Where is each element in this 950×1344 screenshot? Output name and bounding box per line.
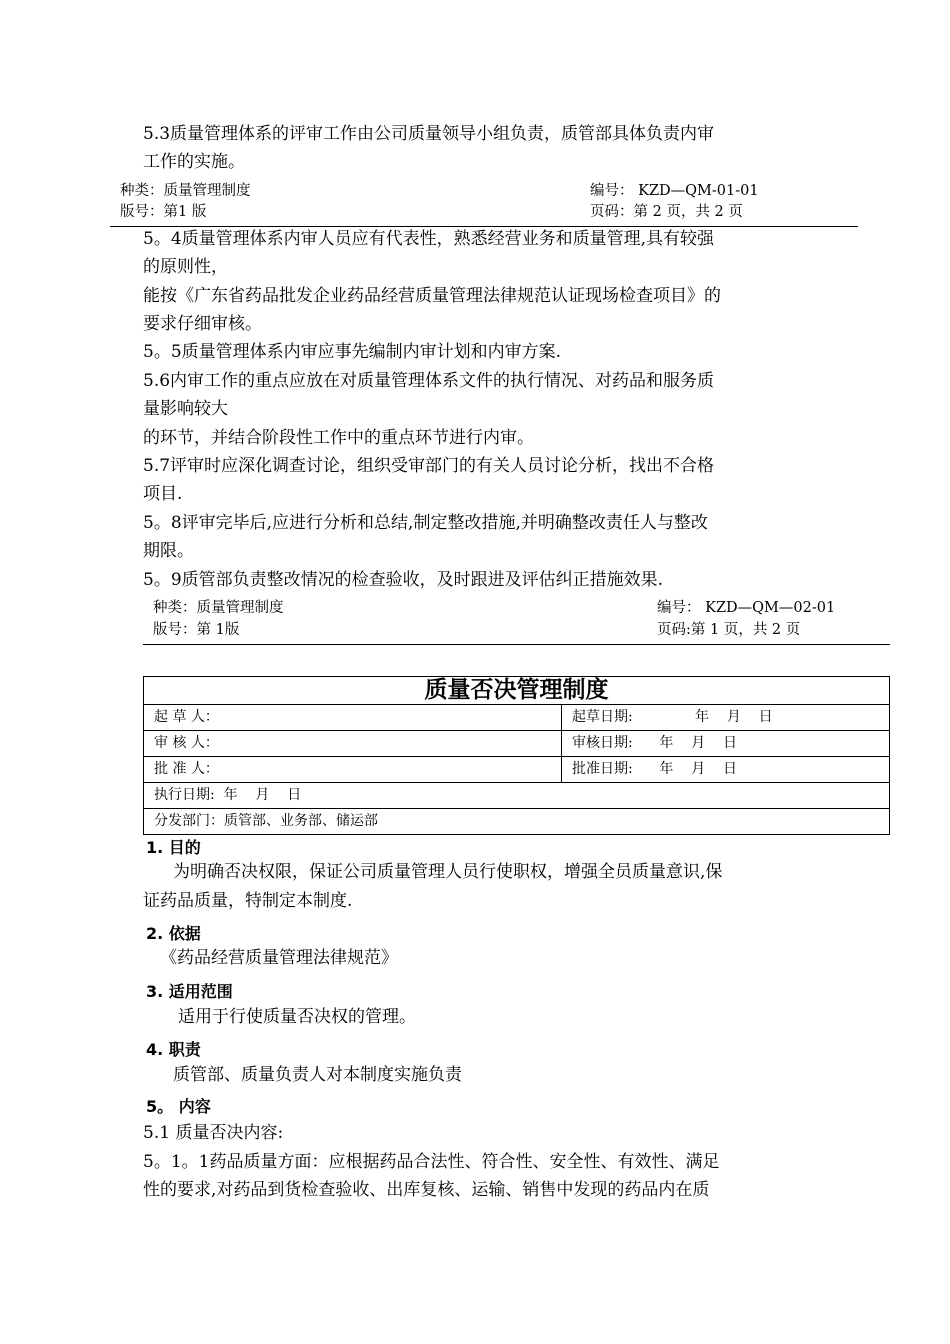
section-4-text: 质管部、质量负责人对本制度实施负责 [173, 1065, 462, 1085]
paragraph-5-8-line1: 5。8评审完毕后,应进行分析和总结,制定整改措施,并明确整改责任人与整改 [143, 513, 708, 533]
section-4-title: 4. 职责 [146, 1040, 201, 1059]
review-date-cell: 审核日期: 年 月 日 [562, 731, 890, 757]
approve-date-cell: 批准日期: 年 月 日 [562, 757, 890, 783]
document-control-table [143, 676, 890, 835]
paragraph-5-3-line1: 5.3质量管理体系的评审工作由公司质量领导小组负责，质管部具体负责内审 [143, 124, 715, 144]
header2-page: 页码:第 1 页，共 2 页 [657, 622, 801, 638]
header2-version: 版号：第 1版 [153, 622, 240, 638]
drafter-cell: 起 草 人： [144, 705, 562, 731]
paragraph-5-7-line2: 项目. [143, 484, 183, 504]
approver-cell: 批 准 人： [144, 757, 562, 783]
section-1-line1: 为明确否决权限，保证公司质量管理人员行使职权，增强全员质量意识,保 [173, 862, 723, 882]
section-5-1-1-line2: 性的要求,对药品到货检查验收、出库复核、运输、销售中发现的药品内在质 [143, 1180, 710, 1200]
paragraph-5-6-line1: 5.6内审工作的重点应放在对质量管理体系文件的执行情况、对药品和服务质 [143, 371, 715, 391]
header2-code: 编号： KZD—QM—02-01 [657, 600, 836, 616]
reviewer-cell: 审 核 人： [144, 731, 562, 757]
paragraph-5-3-line2: 工作的实施。 [143, 152, 245, 172]
paragraph-5-9: 5。9质管部负责整改情况的检查验收，及时跟进及评估纠正措施效果. [143, 570, 664, 590]
section-1-line2: 证药品质量，特制定本制度. [143, 891, 353, 911]
paragraph-5-7-line1: 5.7评审时应深化调查讨论，组织受审部门的有关人员讨论分析，找出不合格 [143, 456, 715, 476]
section-3-text: 适用于行使质量否决权的管理。 [178, 1007, 416, 1027]
paragraph-5-6-line3: 的环节，并结合阶段性工作中的重点环节进行内审。 [143, 428, 534, 448]
section-2-text: 《药品经营质量管理法律规范》 [160, 948, 398, 968]
section-1-title: 1. 目的 [146, 838, 201, 857]
header1-code: 编号： KZD—QM-01-01 [590, 183, 759, 199]
section-5-1: 5.1 质量否决内容: [143, 1123, 284, 1143]
paragraph-5-4-line1: 5。4质量管理体系内审人员应有代表性，熟悉经营业务和质量管理,具有较强 [143, 229, 715, 249]
header1-category: 种类：质量管理制度 [120, 183, 251, 199]
header1-page: 页码：第 2 页，共 2 页 [590, 204, 743, 220]
paragraph-5-4-line4: 要求仔细审核。 [143, 314, 262, 334]
paragraph-5-5: 5。5质量管理体系内审应事先编制内审计划和内审方案. [143, 342, 562, 362]
draft-date-cell: 起草日期: 年 月 日 [562, 705, 890, 731]
paragraph-5-4-line3: 能按《广东省药品批发企业药品经营质量管理法律规范认证现场检查项目》的 [143, 286, 721, 306]
header2-category: 种类：质量管理制度 [153, 600, 284, 616]
header2-rule [143, 644, 890, 645]
form-title: 质量否决管理制度 [144, 677, 890, 705]
section-5-1-1-line1: 5。1。1药品质量方面：应根据药品合法性、符合性、安全性、有效性、满足 [143, 1152, 720, 1172]
header1-rule [110, 226, 858, 227]
paragraph-5-6-line2: 量影响较大 [143, 399, 228, 419]
paragraph-5-8-line2: 期限。 [143, 541, 194, 561]
section-2-title: 2. 依据 [146, 924, 201, 943]
header1-version: 版号：第1 版 [120, 204, 207, 220]
effective-date-cell: 执行日期: 年 月 日 [144, 783, 890, 809]
paragraph-5-4-line2: 的原则性， [143, 257, 228, 277]
section-5-title: 5。 内容 [146, 1097, 211, 1116]
distribution-cell: 分发部门：质管部、业务部、储运部 [144, 809, 890, 835]
section-3-title: 3. 适用范围 [146, 982, 233, 1001]
